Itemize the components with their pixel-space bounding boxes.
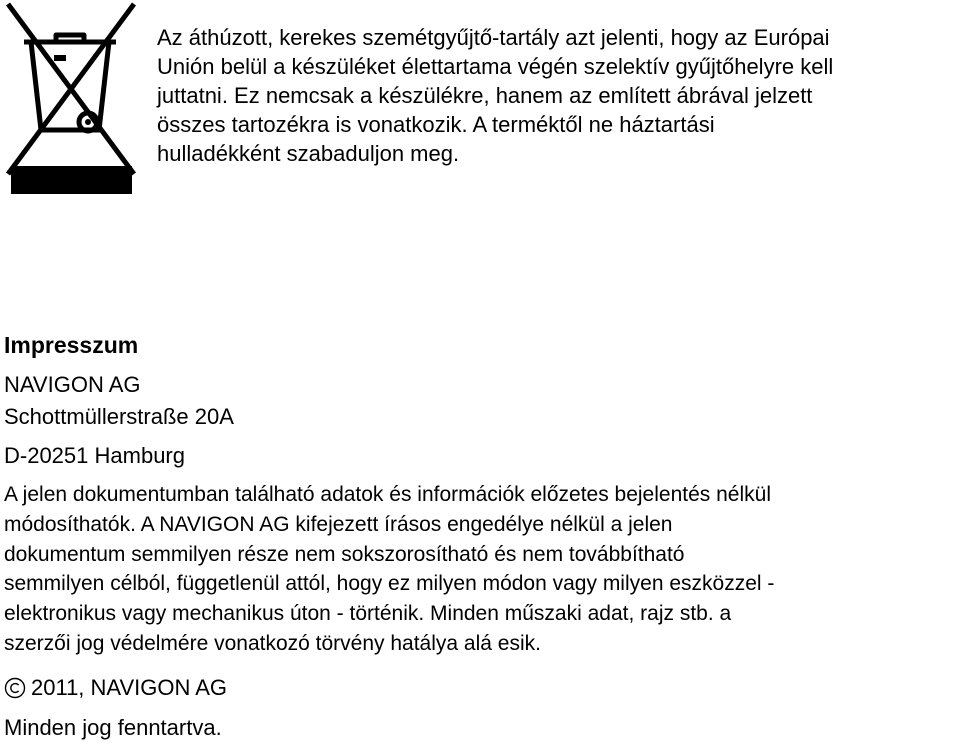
crossed-out-wheeled-bin-icon [6, 2, 136, 196]
weee-line: Unión belül a készüléket élettartama végén szelektív gyűjtőhelyre kell [157, 54, 834, 79]
weee-line: Az áthúzott, kerekes szemétgyűjtő-tartály azt jelenti, hogy az Európai [157, 25, 830, 50]
legal-line: módosíthatók. A NAVIGON AG kifejezett írásos engedélye nélkül a jelen [4, 512, 673, 536]
legal-line: semmilyen célból, függetlenül attól, hogy ez milyen módon vagy milyen eszközzel - [4, 572, 775, 596]
legal-notice [4, 480, 959, 659]
copyright-text: 2011, NAVIGON AG [31, 675, 228, 700]
company-name: NAVIGON AG [4, 372, 141, 397]
legal-line: szerzői jog védelmére vonatkozó törvény hatálya alá esik. [4, 631, 541, 655]
all-rights-reserved: Minden jog fenntartva. [4, 715, 222, 740]
legal-line: A jelen dokumentumban található adatok és információk előzetes bejelentés nélkül [4, 483, 771, 506]
copyright-icon [4, 677, 26, 699]
copyright-line [4, 674, 227, 702]
weee-line: juttatni. Ez nemcsak a készülékre, hanem az említett ábrával jelzett [157, 83, 813, 108]
weee-disposal-notice [157, 23, 957, 168]
weee-line: hulladékként szabaduljon meg. [157, 141, 460, 166]
legal-line: dokumentum semmilyen része nem sokszorosítható és nem továbbítható [4, 542, 685, 566]
street-address: Schottmüllerstraße 20A [4, 404, 234, 429]
legal-line: elektronikus vagy mechanikus úton - történik. Minden műszaki adat, rajz stb. a [4, 602, 732, 626]
city-address: D-20251 Hamburg [4, 443, 185, 468]
weee-line: összes tartozékra is vonatkozik. A terméktől ne háztartási [157, 112, 715, 137]
imprint-heading: Impresszum [4, 332, 139, 358]
